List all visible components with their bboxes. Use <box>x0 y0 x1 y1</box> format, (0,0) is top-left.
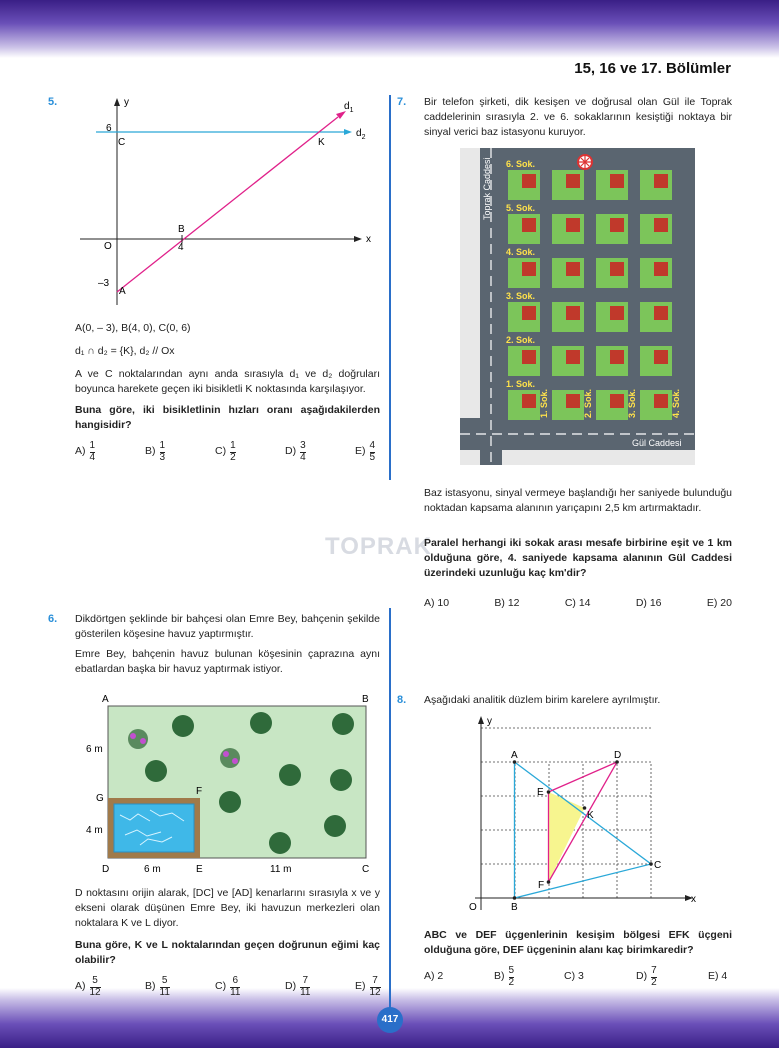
house-roof <box>566 306 580 320</box>
house-roof <box>566 218 580 232</box>
q5-option-b[interactable]: B) $\frac{1}{3}$ <box>145 440 166 463</box>
house-roof <box>654 174 668 188</box>
length-6m-left: 6 m <box>86 744 103 755</box>
d2-label: $d_2$ <box>356 128 366 141</box>
house-roof <box>566 350 580 364</box>
toprak-caddesi-label: Toprak Caddesi <box>482 157 492 220</box>
q5-tick-neg3: –3 <box>98 278 110 289</box>
q5-relation: d₁ ∩ d₂ = {K}, d₂ // Ox <box>75 345 175 357</box>
q7-text1: Bir telefon şirketi, dik kesişen ve doğrusal olan Gül ile Toprak caddelerinin sırasıyla 2. ve 6. sokaklarının kesiştiği noktaya bir sinyal verici baz istasyonu kuruyor. <box>424 96 732 139</box>
q7-option-c[interactable]: C) 14 <box>564 597 591 609</box>
q7-option-e[interactable]: E) 20 <box>706 597 732 609</box>
point-F-label: F <box>196 786 203 797</box>
corner-C-label: C <box>362 864 370 875</box>
column-divider-top <box>389 95 391 480</box>
corner-B-label: B <box>362 694 369 705</box>
q8-option-c[interactable]: C) 3 <box>564 970 584 983</box>
corner-A-label: A <box>102 694 109 705</box>
q5-tick-6: 6 <box>106 123 112 134</box>
length-6m-bottom: 6 m <box>144 864 161 875</box>
question-number-8: 8. <box>397 694 407 706</box>
house-roof <box>522 174 536 188</box>
q8-question: ABC ve DEF üçgenlerinin kesişim bölgesi EFK üçgeni olduğuna göre, DEF üçgeninin alanı kaç birimkaredir? <box>424 929 732 957</box>
q5-y-arrow <box>114 98 120 106</box>
q7-text2: Baz istasyonu, sinyal vermeye başlandığı her saniyede bulunduğu noktadan kapsama alanının yarıçapını 2,5 km artırmaktadır. <box>424 487 732 515</box>
house-roof <box>654 306 668 320</box>
q6-question: Buna göre, K ve L noktalarından geçen doğrunun eğimi kaç olabilir? <box>75 939 380 967</box>
house-roof <box>522 306 536 320</box>
q8-x-label: x <box>691 894 696 905</box>
q5-point-B-label: B <box>178 224 185 235</box>
house-roof <box>610 394 624 408</box>
q5-question: Buna göre, iki bisikletlinin hızları oranı aşağıdakilerden hangisidir? <box>75 404 380 432</box>
q8-option-a[interactable]: A) 2 <box>424 970 444 983</box>
q5-x-label: x <box>366 234 371 245</box>
q6-text1: Dikdörtgen şeklinde bir bahçesi olan Emre Bey, bahçenin şekilde gösterilen köşesine havuz yaptırmıştır. <box>75 613 380 641</box>
q6-option-a[interactable]: A) $\frac{5}{12}$ <box>75 975 101 998</box>
house-roof <box>610 174 624 188</box>
point-G-label: G <box>96 793 104 804</box>
pool-water <box>114 804 194 852</box>
q5-points: A(0, – 3), B(4, 0), C(0, 6) <box>75 322 191 334</box>
q8-option-e[interactable]: E) 4 <box>708 970 728 983</box>
q5-x-arrow <box>354 236 362 242</box>
q5-option-d[interactable]: D) $\frac{3}{4}$ <box>285 440 306 463</box>
house-roof <box>610 218 624 232</box>
q8-option-d[interactable]: D) $\frac{7}{2}$ <box>636 965 657 988</box>
q5-point-K-label: K <box>318 137 325 148</box>
q5-point-A-label: A <box>119 286 126 297</box>
house-roof <box>610 350 624 364</box>
q8-grid-graph <box>455 712 705 917</box>
street-label-5: 5. Sok. <box>506 203 536 213</box>
length-11m: 11 m <box>270 864 292 875</box>
q8-y-label: y <box>487 716 492 727</box>
house-roof <box>610 306 624 320</box>
page-title: 15, 16 ve 17. Bölümler <box>574 60 731 77</box>
point-E-label: E <box>196 864 203 875</box>
q5-option-e[interactable]: E) $\frac{4}{5}$ <box>355 440 376 463</box>
avenue-label-4: 4. Sok. <box>671 388 681 418</box>
house-roof <box>522 394 536 408</box>
q6-text2: Emre Bey, bahçenin havuz bulunan köşesinin çaprazına aynı ebatlardan başka bir havuz yaptırmak istiyor. <box>75 648 380 676</box>
d2-arrow <box>344 129 352 135</box>
d1-label: $d_1$ <box>344 101 354 114</box>
q5-point-C-label: C <box>118 137 126 148</box>
q8-point-C-label: C <box>654 860 662 871</box>
house-roof <box>610 262 624 276</box>
q6-option-d[interactable]: D) $\frac{7}{11}$ <box>285 975 311 998</box>
street-label-3: 3. Sok. <box>506 291 536 301</box>
q5-y-label: y <box>124 97 129 108</box>
q5-tick-4: 4 <box>178 242 184 253</box>
house-roof <box>522 262 536 276</box>
question-number-6: 6. <box>48 613 58 625</box>
question-number-5: 5. <box>48 96 58 108</box>
house-roof <box>654 218 668 232</box>
q6-option-e[interactable]: E) $\frac{7}{12}$ <box>355 975 381 998</box>
q7-option-b[interactable]: B) 12 <box>494 597 520 609</box>
q8-point-E-label: E <box>537 787 544 798</box>
q8-point-D-label: D <box>614 750 622 761</box>
page-number: 417 <box>377 1007 403 1033</box>
gul-caddesi-label: Gül Caddesi <box>632 438 682 448</box>
q8-text1: Aşağıdaki analitik düzlem birim karelere ayrılmıştır. <box>424 694 661 706</box>
avenue-label-1: 1. Sok. <box>539 388 549 418</box>
house-roof <box>566 262 580 276</box>
q8-point-K-label: K <box>587 810 594 821</box>
house-roof <box>522 218 536 232</box>
q6-option-c[interactable]: C) $\frac{6}{11}$ <box>215 975 241 998</box>
length-4m: 4 m <box>86 825 103 836</box>
q6-options <box>75 976 380 998</box>
q5-text: A ve C noktalarından aynı anda sırasıyla d₁ ve d₂ doğruları boyunca harekete geçen iki bisikletli K noktasında karşılaşıyor. <box>75 368 380 396</box>
q7-options <box>424 596 732 611</box>
q5-coordinate-graph <box>70 95 380 310</box>
q8-point-F-label: F <box>538 880 545 891</box>
intersection-EFK <box>549 792 585 882</box>
column-divider-bottom <box>389 608 391 1008</box>
q8-point-B-label: B <box>511 902 518 913</box>
watermark: TOPRAK <box>325 533 432 560</box>
q8-options <box>424 966 732 988</box>
corner-D-label: D <box>102 864 110 875</box>
question-number-7: 7. <box>397 96 407 108</box>
line-d1 <box>117 117 338 292</box>
q5-option-a[interactable]: A) $\frac{1}{4}$ <box>75 440 96 463</box>
q6-option-b[interactable]: B) $\frac{5}{11}$ <box>145 975 170 998</box>
street-label-1: 1. Sok. <box>506 379 536 389</box>
q8-origin-label: O <box>469 902 477 913</box>
house-roof <box>566 394 580 408</box>
avenue-label-2: 2. Sok. <box>583 388 593 418</box>
q7-street-map <box>460 148 695 465</box>
top-decorative-band <box>0 0 779 58</box>
street-label-6: 6. Sok. <box>506 159 536 169</box>
avenue-label-3: 3. Sok. <box>627 388 637 418</box>
house-roof <box>654 262 668 276</box>
q5-options <box>75 441 380 463</box>
q5-option-c[interactable]: C) $\frac{1}{2}$ <box>215 440 236 463</box>
q7-option-a[interactable]: A) 10 <box>424 597 450 609</box>
q8-option-b[interactable]: B) $\frac{5}{2}$ <box>494 965 515 988</box>
q8-point-A-label: A <box>511 750 518 761</box>
house-roof <box>654 350 668 364</box>
house-roof <box>654 394 668 408</box>
q7-option-d[interactable]: D) 16 <box>635 597 662 609</box>
street-label-2: 2. Sok. <box>506 335 536 345</box>
q6-garden-figure <box>80 690 380 880</box>
q7-question: Paralel herhangi iki sokak arası mesafe birbirine eşit ve 1 km olduğuna göre, 4. saniyede kapsama alanının Gül Caddesi üzerindeki uzunluğu kaç km'dir? <box>424 537 732 580</box>
house-roof <box>566 174 580 188</box>
q5-origin-label: O <box>104 241 112 252</box>
house-roof <box>522 350 536 364</box>
q6-text3: D noktasını orijin alarak, [DC] ve [AD] kenarlarını sırasıyla x ve y ekseni olarak düşünen Emre Bey, iki havuzun merkezleri olan noktalara K ve L diyor. <box>75 887 380 930</box>
street-label-4: 4. Sok. <box>506 247 536 257</box>
